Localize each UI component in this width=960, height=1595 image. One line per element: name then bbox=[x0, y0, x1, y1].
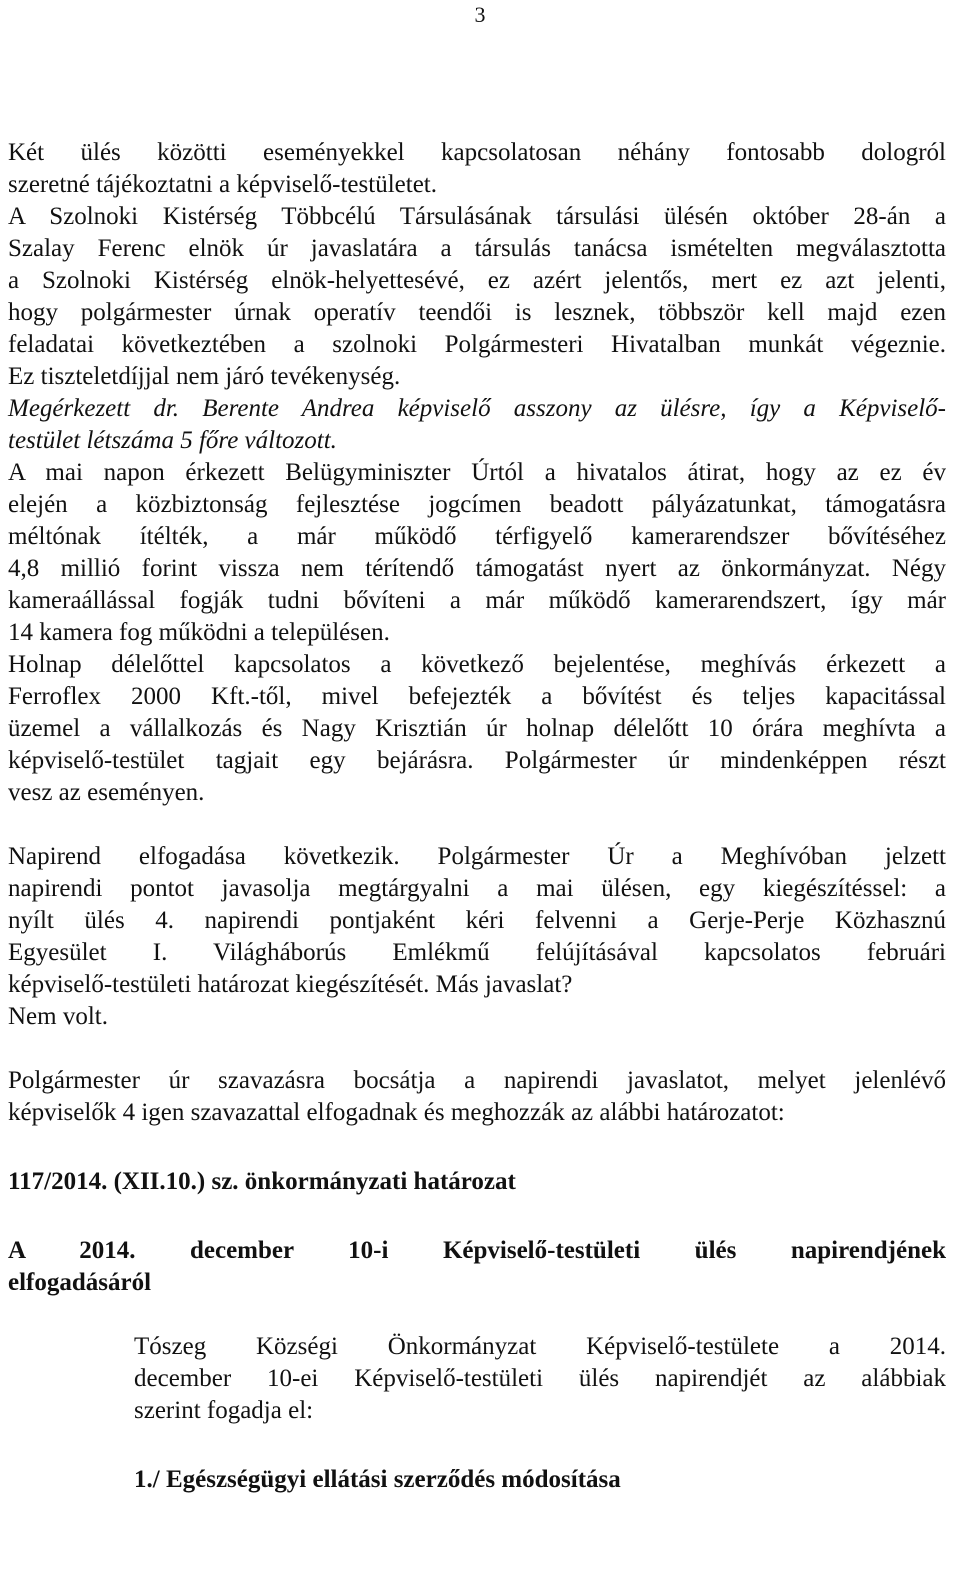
resolution-body bbox=[134, 1331, 946, 1427]
text-line: napirendi pontot javasolja megtárgyalni a mai ülésen, egy kiegészítéssel: a bbox=[8, 875, 946, 902]
text-line: Megérkezett dr. Berente Andrea képviselő asszony az ülésre, így a Képviselő- bbox=[8, 395, 946, 422]
spacer bbox=[8, 1198, 946, 1235]
text-line: Egyesület I. Világháborús Emlékmű felújításával kapcsolatos februári bbox=[8, 939, 946, 966]
text-line: hogy polgármester úrnak operatív teendői is lesznek, többször kell majd ezen bbox=[8, 299, 946, 326]
text-line: Polgármester úr szavazásra bocsátja a napirendi javaslatot, melyet jelenlévő bbox=[8, 1067, 946, 1094]
text-line: képviselők 4 igen szavazattal elfogadnak és meghozzák az alábbi határozatot: bbox=[8, 1099, 785, 1126]
text-line: méltónak ítélték, a már működő térfigyelő kamerarendszer bővítéséhez bbox=[8, 523, 946, 550]
paragraph-events-intro bbox=[8, 137, 946, 201]
text-line: szeretné tájékoztatni a képviselő-testületet. bbox=[8, 171, 437, 198]
agenda-item-1: 1./ Egészségügyi ellátási szerződés módosítása bbox=[134, 1466, 621, 1493]
spacer bbox=[8, 1129, 946, 1166]
paragraph-ferroflex bbox=[8, 649, 946, 809]
text-line: Tószeg Községi Önkormányzat Képviselő-testülete a 2014. bbox=[134, 1333, 946, 1360]
text-line: Nem volt. bbox=[8, 1003, 108, 1030]
text-line: a Szolnoki Kistérség elnök-helyettesévé, ez azért jelentős, mert ez azt jelenti, bbox=[8, 267, 946, 294]
text-line: vesz az eseményen. bbox=[8, 779, 205, 806]
text-line: Napirend elfogadása következik. Polgármester Úr a Meghívóban jelzett bbox=[8, 843, 946, 870]
text-line: december 10-ei Képviselő-testületi ülés napirendjét az alábbiak bbox=[134, 1365, 946, 1392]
text-line: képviselő-testület tagjait egy bejárásra. Polgármester úr mindenképpen részt bbox=[8, 747, 946, 774]
page-number: 3 bbox=[474, 2, 486, 27]
text-line: szerint fogadja el: bbox=[134, 1397, 314, 1424]
document-body bbox=[8, 137, 946, 1496]
text-line: A Szolnoki Kistérség Többcélú Társulásának társulási ülésén október 28-án a bbox=[8, 203, 946, 230]
resolution-title bbox=[8, 1235, 946, 1299]
text-line: Ez tiszteletdíjjal nem járó tevékenység. bbox=[8, 363, 401, 390]
spacer bbox=[8, 1299, 946, 1331]
text-line: nyílt ülés 4. napirendi pontjaként kéri felvenni a Gerje-Perje Közhasznú bbox=[8, 907, 946, 934]
text-line: Két ülés közötti eseményekkel kapcsolatosan néhány fontosabb dologról bbox=[8, 139, 946, 166]
text-line: Holnap délelőttel kapcsolatos a következő bejelentése, meghívás érkezett a bbox=[8, 651, 946, 678]
text-line: feladatai következtében a szolnoki Polgármesteri Hivatalban munkát végeznie. bbox=[8, 331, 946, 358]
text-line: 14 kamera fog működni a településen. bbox=[8, 619, 390, 646]
text-line: elején a közbiztonság fejlesztése jogcímen beadott pályázatunkat, támogatásra bbox=[8, 491, 946, 518]
paragraph-arrival-note bbox=[8, 393, 946, 457]
text-line: Szalay Ferenc elnök úr javaslatára a társulás tanácsa ismételten megválasztotta bbox=[8, 235, 946, 262]
text-line: kameraállással fogják tudni bővíteni a már működő kamerarendszert, így már bbox=[8, 587, 946, 614]
resolution-title-line: elfogadásáról bbox=[8, 1269, 152, 1296]
spacer bbox=[8, 1427, 946, 1464]
paragraph-vote bbox=[8, 1065, 946, 1129]
resolution-number: 117/2014. (XII.10.) sz. önkormányzati határozat bbox=[8, 1168, 516, 1195]
spacer bbox=[8, 809, 946, 841]
paragraph-agenda-acceptance bbox=[8, 841, 946, 1033]
paragraph-camera-grant bbox=[8, 457, 946, 649]
text-line: képviselő-testületi határozat kiegészítését. Más javaslat? bbox=[8, 971, 573, 998]
spacer bbox=[8, 1033, 946, 1065]
text-line: 4,8 millió forint vissza nem térítendő támogatást nyert az önkormányzat. Négy bbox=[8, 555, 946, 582]
text-line: testület létszáma 5 főre változott. bbox=[8, 427, 337, 454]
paragraph-kisterseg bbox=[8, 201, 946, 393]
text-line: üzemel a vállalkozás és Nagy Krisztián úr holnap délelőtt 10 órára meghívta a bbox=[8, 715, 946, 742]
text-line: Ferroflex 2000 Kft.-től, mivel befejezték a bővítést és teljes kapacitással bbox=[8, 683, 946, 710]
text-line: A mai napon érkezett Belügyminiszter Úrtól a hivatalos átirat, hogy az ez év bbox=[8, 459, 946, 486]
resolution-title-line: A 2014. december 10-i Képviselő-testületi ülés napirendjének bbox=[8, 1237, 946, 1264]
